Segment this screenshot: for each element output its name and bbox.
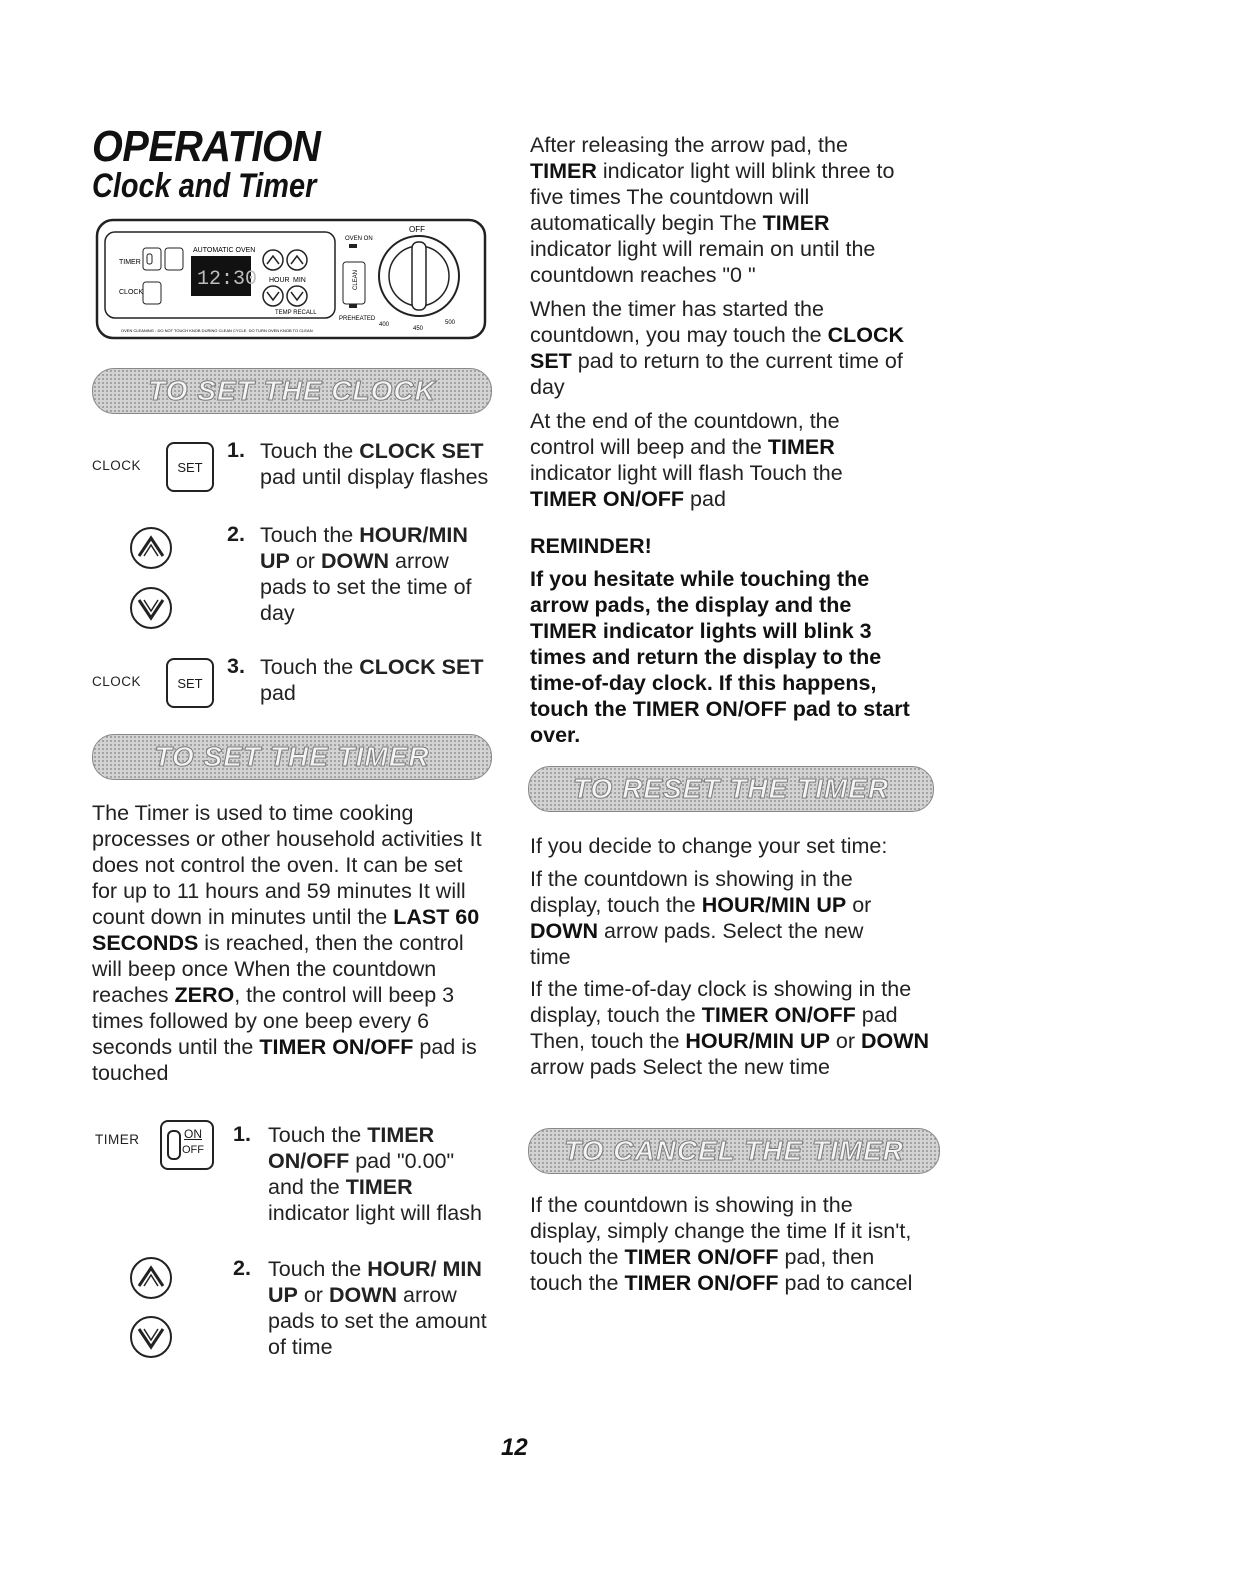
- reset-timer-paragraph-2: If the countdown is showing in the display, touch the HOUR/MIN UP or DOWN arrow pads. Select the new time: [530, 867, 872, 969]
- reset-timer-paragraph-3: If the time-of-day clock is showing in the display, touch the TIMER ON/OFF pad Then, touch the HOUR/MIN UP or DOWN arrow pads Select the new time: [530, 977, 930, 1079]
- section-heading: OPERATION: [92, 122, 321, 171]
- set-clock-step-1: Touch the CLOCK SET pad until display flashes: [260, 439, 489, 489]
- right-paragraph-2: When the timer has started the countdown, you may touch the CLOCK SET pad to return to the current time of day: [530, 297, 905, 399]
- down-arrow-icon-2: [128, 1314, 174, 1365]
- timer-on-off-pad-icon: [160, 1120, 214, 1170]
- set-clock-step-3: Touch the CLOCK SET pad: [260, 655, 484, 705]
- panel-dial-mark-400: 400: [379, 322, 390, 328]
- set-timer-step-2-num: 2.: [233, 1256, 251, 1280]
- page-number: 12: [501, 1434, 528, 1461]
- reset-timer-paragraph-1: If you decide to change your set time:: [530, 834, 888, 858]
- cancel-timer-paragraph: If the countdown is showing in the display, simply change the time If it isn't, touch the TIMER ON/OFF pad, then touch the TIMER ON/OFF pad to cancel: [530, 1193, 913, 1295]
- reset-timer-banner: [528, 766, 934, 812]
- page-title: Clock and Timer: [92, 167, 317, 205]
- panel-display: 12:30: [197, 268, 258, 291]
- set-timer-step-2: Touch the HOUR/ MIN UP or DOWN arrow pads to set the amount of time: [268, 1257, 487, 1359]
- up-arrow-icon-2: [128, 1255, 174, 1306]
- set-clock-step-2-num: 2.: [227, 522, 245, 546]
- control-panel-drawing: [95, 218, 487, 346]
- timer-pad-off: OFF: [182, 1144, 204, 1156]
- panel-clock-label: CLOCK: [119, 289, 144, 296]
- clock-pad-label: CLOCK: [92, 458, 142, 473]
- panel-hour-label: HOUR: [269, 277, 290, 284]
- cancel-timer-banner: [528, 1128, 940, 1174]
- clock-set-pad-text-2: SET: [177, 675, 203, 691]
- down-arrow-icon: [128, 585, 174, 636]
- right-paragraph-3: At the end of the countdown, the control will beep and the TIMER indicator light will flash Touch the TIMER ON/OFF pad: [530, 409, 843, 511]
- cancel-timer-banner-text: TO CANCEL THE TIMER: [564, 1135, 904, 1166]
- clock-set-pad-text: SET: [177, 459, 203, 475]
- set-clock-step-3-num: 3.: [227, 654, 245, 678]
- panel-timer-label: TIMER: [119, 259, 141, 266]
- panel-dial-mark-500: 500: [445, 320, 456, 326]
- panel-temp-recall: TEMP RECALL: [275, 310, 317, 316]
- reminder-text: If you hesitate while touching the arrow pads, the display and the TIMER indicator lights will blink 3 times and return the display to the time-of-day clock. If this happens, touch the TIMER ON/OFF pad to start over.: [530, 567, 910, 747]
- right-paragraph-1: After releasing the arrow pad, the TIMER indicator light will blink three to five times The countdown will automatically begin The TIMER indicator light will remain on until the countdown reaches "0 ": [530, 133, 895, 287]
- reminder-title: REMINDER!: [530, 534, 652, 558]
- set-timer-intro: The Timer is used to time cooking processes or other household activities It does not control the oven. It can be set for up to 11 hours and 59 minutes It will count down in minutes until the LAST 60 SECONDS is reached, then the control will beep once When the countdown reaches ZERO, the control will beep 3 times followed by one beep every 6 seconds until the TIMER ON/OFF pad is touched: [92, 801, 482, 1085]
- reset-timer-banner-text: TO RESET THE TIMER: [572, 773, 890, 804]
- clock-set-pad-icon: [166, 442, 214, 492]
- set-timer-banner-text: TO SET THE TIMER: [154, 741, 430, 772]
- clock-set-pad-icon-2: [166, 658, 214, 708]
- panel-off-label: OFF: [409, 225, 425, 234]
- panel-automatic-oven: AUTOMATIC OVEN: [193, 247, 256, 254]
- control-panel-illustration: [95, 218, 487, 346]
- panel-footer-text: OVEN CLEANING - DO NOT TOUCH KNOB DURING CLEAN CYCLE. DO TURN OVEN KNOB TO CLEAN: [121, 328, 313, 333]
- panel-oven-on: OVEN ON: [345, 236, 373, 242]
- set-timer-step-1-num: 1.: [233, 1122, 251, 1146]
- set-clock-banner-text: TO SET THE CLOCK: [148, 375, 436, 406]
- panel-min-label: MIN: [293, 277, 306, 284]
- clock-pad-label-2: CLOCK: [92, 674, 142, 689]
- set-timer-step-1: Touch the TIMER ON/OFF pad "0.00" and the TIMER indicator light will flash: [268, 1123, 482, 1225]
- timer-pad-label: TIMER: [95, 1132, 140, 1147]
- set-clock-step-1-num: 1.: [227, 438, 245, 462]
- panel-clean-label: CLEAN: [353, 269, 359, 290]
- set-clock-banner: [92, 368, 492, 414]
- up-arrow-icon: [128, 525, 174, 576]
- panel-dial-mark-450: 450: [413, 326, 424, 332]
- panel-preheated: PREHEATED: [339, 316, 376, 322]
- set-clock-step-2: Touch the HOUR/MIN UP or DOWN arrow pads to set the time of day: [260, 523, 472, 625]
- set-timer-banner: [92, 734, 492, 780]
- timer-pad-on: ON: [184, 1127, 202, 1141]
